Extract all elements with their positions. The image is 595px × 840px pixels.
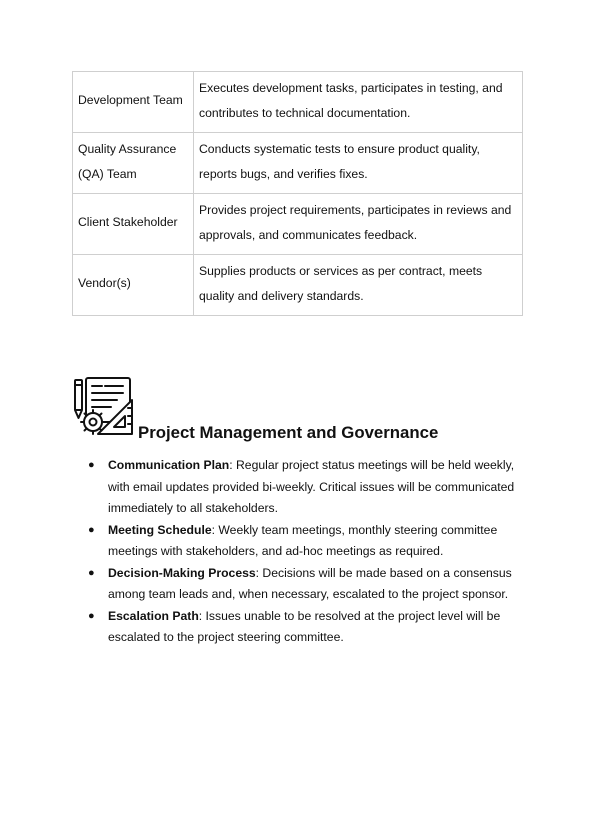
list-item (86, 455, 526, 520)
roles-table (72, 71, 523, 316)
bullet-term: Escalation Path (108, 608, 199, 623)
bullet-text: : Weekly team meetings, monthly steering committee meetings with stakeholders, and ad-hoc meetings as required. (108, 522, 498, 558)
role-cell: Client Stakeholder (73, 194, 194, 255)
table-row (73, 72, 523, 133)
section-title: Project Management and Governance (138, 423, 439, 442)
bullet-text: : Issues unable to be resolved at the project level will be escalated to the project steering committee. (108, 608, 501, 644)
table-row (73, 194, 523, 255)
role-cell: Vendor(s) (73, 255, 194, 316)
responsibility-cell: Executes development tasks, participates in testing, and contributes to technical documentation. (194, 72, 523, 133)
bullet-dot: ● (88, 609, 95, 622)
bullet-dot: ● (88, 523, 95, 536)
bullet-text: : Decisions will be made based on a consensus among team leads and, when necessary, escalated to the project sponsor. (108, 565, 512, 601)
table-row (73, 133, 523, 194)
bullet-text: : Regular project status meetings will be held weekly, with email updates provided bi-weekly. Critical issues will be communicated immediately to all stakeholders. (108, 458, 515, 515)
responsibility-cell: Supplies products or services as per contract, meets quality and delivery standards. (194, 255, 523, 316)
responsibility-cell: Provides project requirements, participates in reviews and approvals, and communicates feedback. (194, 194, 523, 255)
governance-bullet-list (86, 455, 526, 649)
bullet-term: Communication Plan (108, 458, 230, 472)
bullet-term: Decision-Making Process (108, 565, 256, 580)
planning-document-gear-icon (73, 376, 135, 438)
bullet-dot: ● (88, 459, 95, 471)
list-item (86, 606, 526, 649)
responsibility-cell: Conducts systematic tests to ensure product quality, reports bugs, and verifies fixes. (194, 133, 523, 194)
bullet-term: Meeting Schedule (108, 522, 212, 537)
list-item (86, 520, 526, 563)
role-cell: Quality Assurance (QA) Team (73, 133, 194, 194)
list-item (86, 563, 526, 606)
bullet-dot: ● (88, 566, 95, 579)
role-cell: Development Team (73, 72, 194, 133)
table-row (73, 255, 523, 316)
